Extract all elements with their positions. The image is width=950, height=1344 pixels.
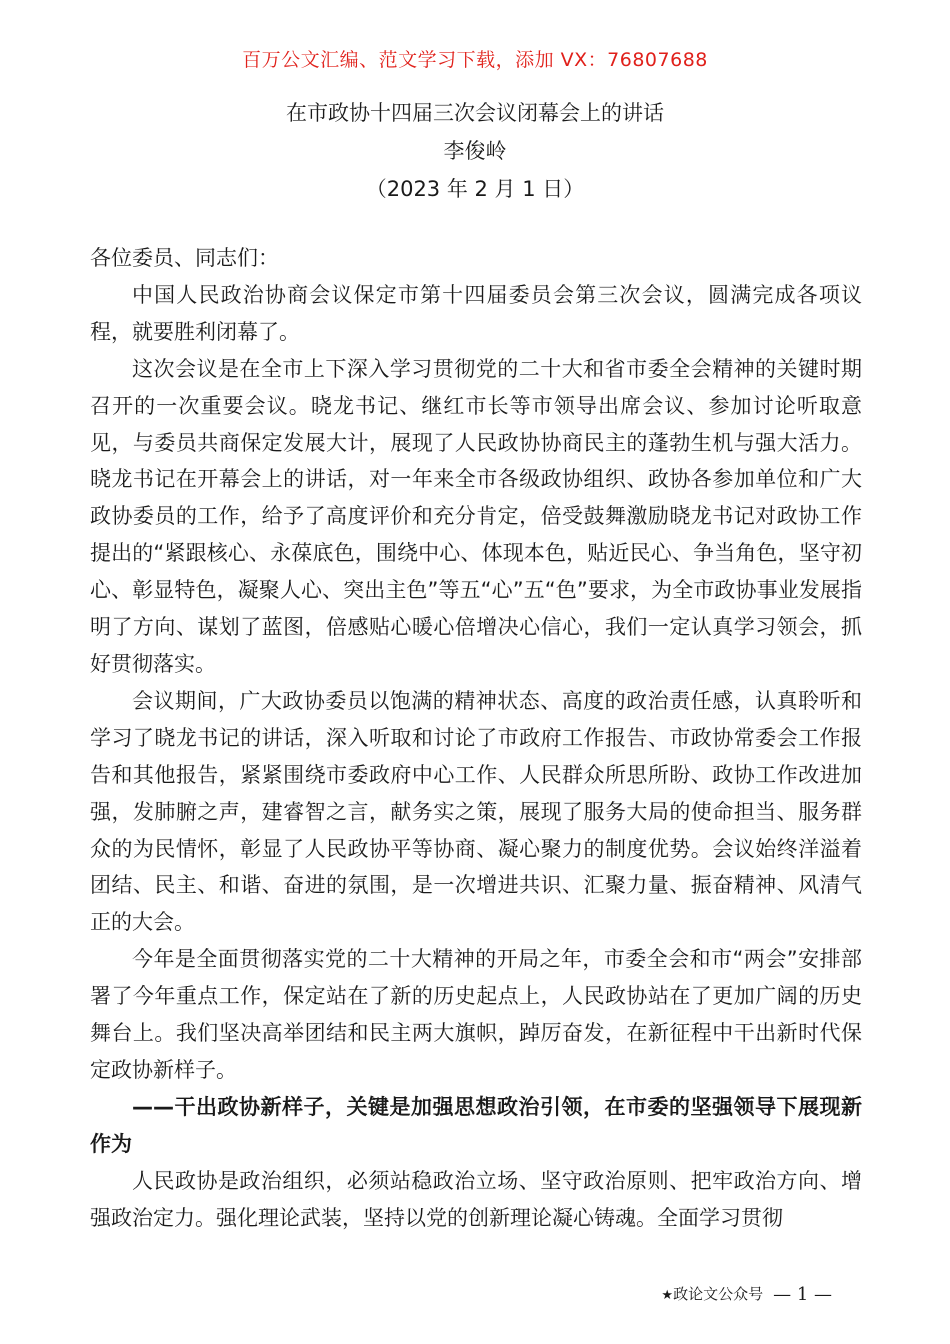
speech-title: 在市政协十四届三次会议闭幕会上的讲话 [286, 101, 664, 125]
speech-author: 李俊岭 [443, 139, 507, 163]
page-footer [661, 1282, 832, 1308]
speech-body [90, 240, 862, 1236]
section-heading: ——干出政协新样子，关键是加强思想政治引领，在市委的坚强领导下展现新作为 [90, 1094, 862, 1156]
page-number-value: 1 [796, 1284, 809, 1305]
paragraph: 会议期间，广大政协委员以饱满的精神状态、高度的政治责任感，认真聆听和学习了晓龙书记的讲话，深入听取和讨论了市政府工作报告、市政协常委会工作报告和其他报告，紧紧围绕市委政府中心工作、人民群众所思所盼、政协工作改进加强，发肺腑之声，建睿智之言，献务实之策，展现了服务大局的使命担当、服务群众的为民情怀，彰显了人民政协平等协商、凝心聚力的制度优势。会议始终洋溢着团结、民主、和谐、奋进的氛围，是一次增进共识、汇聚力量、振奋精神、风清气正的大会。 [90, 688, 862, 935]
paragraph: 这次会议是在全市上下深入学习贯彻党的二十大和省市委全会精神的关键时期召开的一次重要会议。晓龙书记、继红市长等市领导出席会议、参加讨论听取意见，与委员共商保定发展大计，展现了人民政协协商民主的蓬勃生机与强大活力。晓龙书记在开幕会上的讲话，对一年来全市各级政协组织、政协各参加单位和广大政协委员的工作，给予了高度评价和充分肯定，倍受鼓舞激励晓龙书记对政协工作提出的“紧跟核心、永葆底色，围绕中心、体现本色，贴近民心、争当角色，坚守初心、彰显特色，凝聚人心、突出主色”等五“心”五“色”要求，为全市政协事业发展指明了方向、谋划了蓝图，倍感贴心暖心倍增决心信心，我们一定认真学习领会，抓好贯彻落实。 [90, 356, 862, 676]
page-number: — 1 — [773, 1284, 832, 1305]
speech-date: （2023 年 2 月 1 日） [365, 177, 585, 201]
paragraph: 中国人民政治协商会议保定市第十四届委员会第三次会议，圆满完成各项议程，就要胜利闭幕了。 [90, 282, 862, 344]
footer-source-label: 政论文公众号 [673, 1285, 764, 1303]
salutation: 各位委员、同志们： [90, 246, 279, 270]
star-icon: ★ [661, 1288, 674, 1303]
footer-source [661, 1282, 763, 1308]
paragraph: 今年是全面贯彻落实党的二十大精神的开局之年，市委全会和市“两会”安排部署了今年重点工作，保定站在了新的历史起点上，人民政协站在了更加广阔的历史舞台上。我们坚决高举团结和民主两大旗帜，踔厉奋发，在新征程中干出新时代保定政协新样子。 [90, 947, 862, 1082]
paragraph: 人民政协是政治组织，必须站稳政治立场、坚守政治原则、把牢政治方向、增强政治定力。强化理论武装，坚持以党的创新理论凝心铸魂。全面学习贯彻 [90, 1168, 862, 1230]
download-banner: 百万公文汇编、范文学习下载，添加 VX：76807688 [242, 49, 708, 71]
